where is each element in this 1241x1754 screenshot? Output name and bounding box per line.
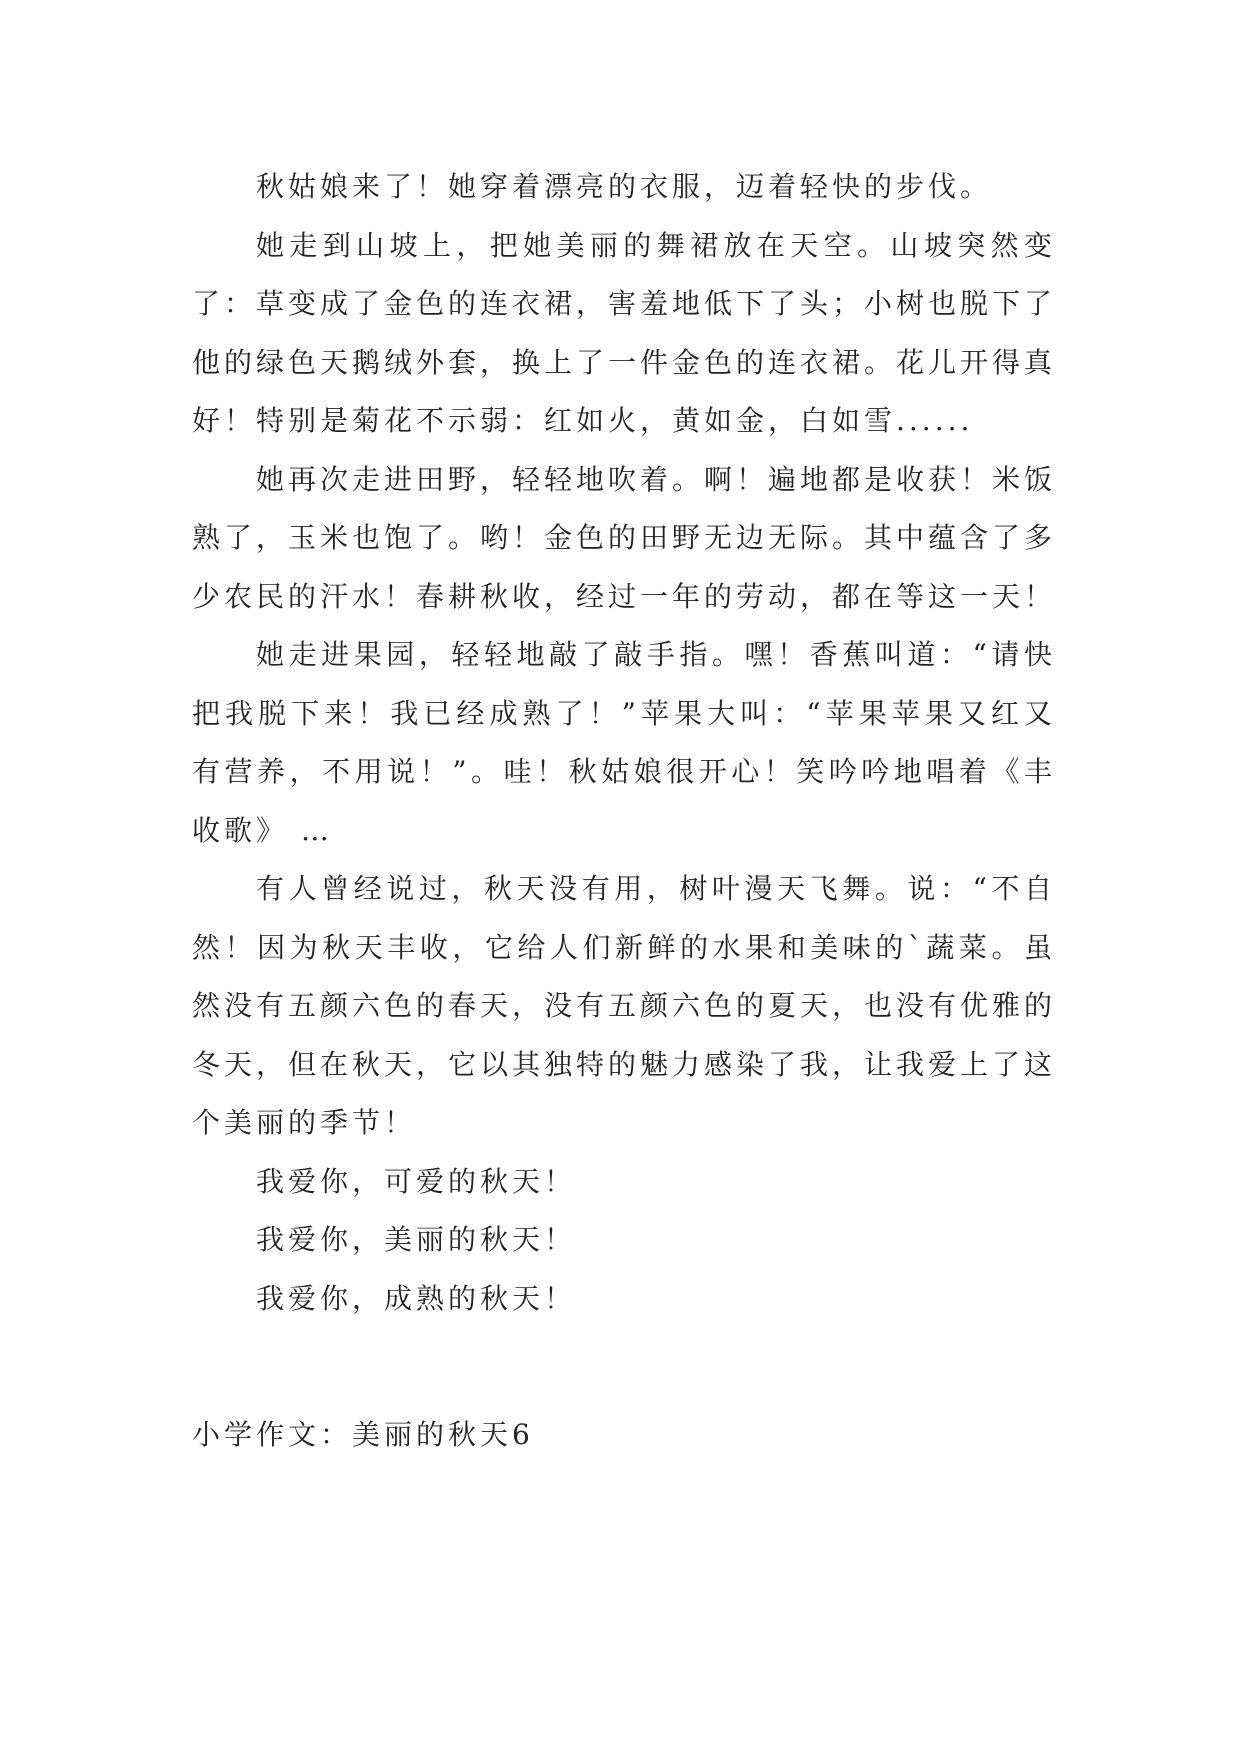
paragraph-1: 秋姑娘来了！她穿着漂亮的衣服，迈着轻快的步伐。: [256, 170, 993, 203]
poem-line-2: 我爱你，美丽的秋天！: [256, 1223, 577, 1256]
poem-line-3: 我爱你，成熟的秋天！: [256, 1281, 577, 1315]
document-body: [192, 158, 1056, 1465]
poem-line-1: 我爱你，可爱的秋天！: [256, 1164, 577, 1198]
section-heading: 小学作文：美丽的秋天6: [192, 1418, 534, 1451]
paragraph-5: 有人曾经说过，秋天没有用，树叶漫天飞舞。说：“不自然！因为秋天丰收，它给人们新鲜的水果和美味的`蔬菜。虽然没有五颜六色的春天，没有五颜六色的夏天，也没有优雅的冬天，但在秋天，它以其独特的魅力感染了我，让我爱上了这个美丽的季节！: [192, 872, 1057, 1139]
paragraph-4: 她走进果园，轻轻地敲了敲手指。嘿！香蕉叫道：“请快把我脱下来！我已经成熟了！”苹果大叫：“苹果苹果又红又有营养，不用说！”。哇！秋姑娘很开心！笑吟吟地唱着《丰收歌》 …: [192, 638, 1056, 847]
section-spacer: [192, 1328, 1056, 1406]
paragraph-2: 她走到山坡上，把她美丽的舞裙放在天空。山坡突然变了：草变成了金色的连衣裙，害羞地低下了头；小树也脱下了他的绿色天鹅绒外套，换上了一件金色的连衣裙。花儿开得真好！特别是菊花不示弱：红如火，黄如金，白如雪......: [192, 228, 1057, 437]
paragraph-3: 她再次走进田野，轻轻地吹着。啊！遍地都是收获！米饭熟了，玉米也饱了。哟！金色的田野无边无际。其中蕴含了多少农民的汗水！春耕秋收，经过一年的劳动，都在等这一天！: [192, 462, 1057, 613]
